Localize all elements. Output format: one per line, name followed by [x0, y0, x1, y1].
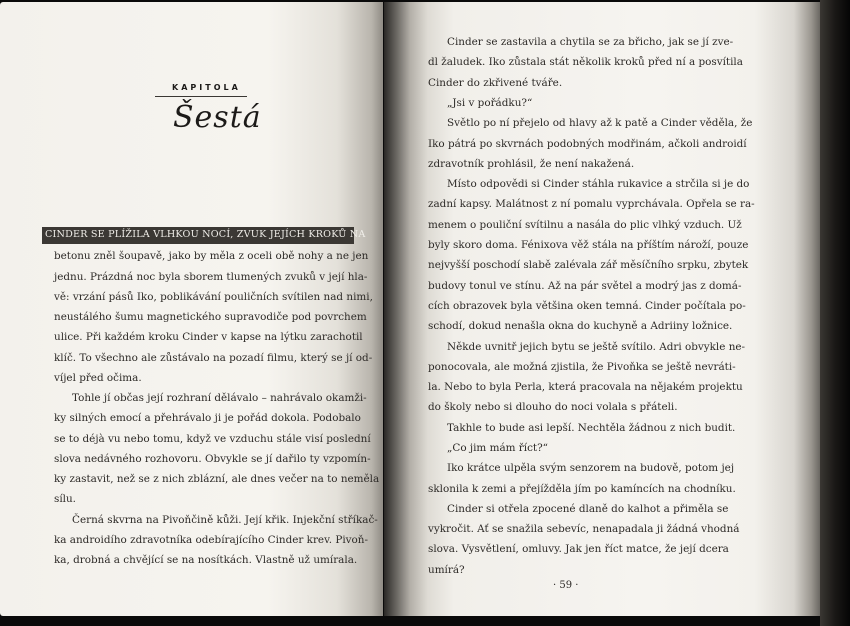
right-line: zdravotník prohlásil, že není nakažená.	[428, 158, 635, 170]
right-line: Místo odpovědi si Cinder stáhla rukavice a strčila si je do	[447, 178, 750, 190]
right-line: Cinder si otřela zpocené dlaně do kalhot a přiměla se	[447, 503, 729, 515]
left-line: slova nedávného rozhovoru. Obvykle se jí dařilo ty vzpomín-	[54, 453, 371, 465]
right-line: Takhle to bude asi lepší. Nechtěla žádnou z nich budit.	[447, 422, 736, 434]
left-line: Tohle jí občas její rozhraní dělávalo – nahrávalo okamži-	[72, 392, 367, 404]
left-line: sílu.	[54, 493, 76, 505]
right-line: schodí, dokud nenašla okna do kuchyně a Adriiny ložnice.	[428, 320, 733, 332]
left-line: ka, drobná a chvějící se na nosítkách. Vlastně už umírala.	[54, 554, 358, 566]
right-line: do školy nebo si dlouho do noci volala s přáteli.	[428, 401, 678, 413]
right-line: sklonila k zemi a přejížděla jím po kamíncích na chodníku.	[428, 483, 736, 495]
left-line: se to déjà vu nebo tomu, když ve vzduchu stále visí poslední	[54, 433, 371, 445]
right-line: vykročit. Ať se snažila sebevíc, nenapadala ji žádná vhodná	[428, 523, 740, 535]
left-line: Černá skvrna na Pivoňčině kůži. Její křik. Injekční stříkač-	[72, 514, 378, 526]
right-line: dl žaludek. Iko zůstala stát několik kroků před ní a posvítila	[428, 56, 743, 68]
right-line: Světlo po ní přejelo od hlavy až k patě a Cinder věděla, že	[447, 117, 753, 129]
left-line: vě: vrzání pásů Iko, poblikávání pouličních svítilen nad nimi,	[54, 291, 373, 303]
right-line: la. Nebo to byla Perla, která pracovala na nějakém projektu	[428, 381, 743, 393]
right-line: umírá?	[428, 564, 465, 576]
left-line: jednu. Prázdná noc byla sborem tlumených zvuků v její hla-	[54, 271, 368, 283]
left-line: klíč. To všechno ale zůstávalo na pozadí filmu, který se jí od-	[54, 352, 373, 364]
right-line: zadní kapsy. Malátnost z ní pomalu vyprchávala. Opřela se ra-	[428, 198, 755, 210]
left-line: ky zastavit, než se z nich zblázní, ale dnes večer na to neměla	[54, 473, 380, 485]
right-line: ponocovala, ale možná zjistila, že Pivoňka se ještě nevráti-	[428, 361, 736, 373]
right-line: budovy tonul ve stínu. Až na pár světel a modrý jas z domá-	[428, 280, 742, 292]
right-line: Cinder se zastavila a chytila se za břicho, jak se jí zve-	[447, 36, 734, 48]
lead-in-text: CINDER SE PLÍŽILA VLHKOU NOCÍ, ZVUK JEJÍCH KROKŮ NA	[45, 229, 366, 240]
chapter-label: KAPITOLA	[172, 83, 241, 92]
right-line: cích obrazovek byla většina oken temná. Cinder počítala po-	[428, 300, 746, 312]
right-line: nejvyšší poschodí slabě zalévala zář měsíčního srpku, zbytek	[428, 259, 749, 271]
right-line: byly skoro doma. Fénixova věž stála na příštím nároží, pouze	[428, 239, 749, 251]
scan-edge-shadow	[820, 0, 850, 626]
left-line: víjel před očima.	[54, 372, 142, 384]
right-line: Iko krátce ulpěla svým senzorem na budově, potom jej	[447, 462, 735, 474]
left-line: ka androidího zdravotníka odebírajícího Cinder krev. Pivoň-	[54, 534, 368, 546]
right-line: Cinder do zkřivené tváře.	[428, 77, 563, 89]
left-line: betonu zněl šoupavě, jako by měla z oceli obě nohy a ne jen	[54, 250, 369, 262]
left-line: ky silných emocí a přehrávalo ji je pořád dokola. Podobalo	[54, 412, 361, 424]
right-line: menem o pouliční svítilnu a nasála do plic vlhký vzduch. Už	[428, 219, 742, 231]
right-line: „Jsi v pořádku?“	[447, 97, 533, 109]
left-line: ulice. Při každém kroku Cinder v kapse na lýtku zarachotil	[54, 331, 363, 343]
left-line: neustálého šumu magnetického supravodiče pod povrchem	[54, 311, 367, 323]
chapter-title: Šestá	[173, 100, 262, 135]
right-line: Iko pátrá po skvrnách podobných modřinám, ačkoli androidí	[428, 138, 747, 150]
right-line: slova. Vysvětlení, omluvy. Jak jen říct matce, že její dcera	[428, 543, 729, 555]
chapter-rule	[155, 96, 247, 97]
page-number: · 59 ·	[553, 580, 579, 591]
right-line: Někde uvnitř jejich bytu se ještě svítilo. Adri obvykle ne-	[447, 341, 746, 353]
right-line: „Co jim mám říct?“	[447, 442, 548, 454]
